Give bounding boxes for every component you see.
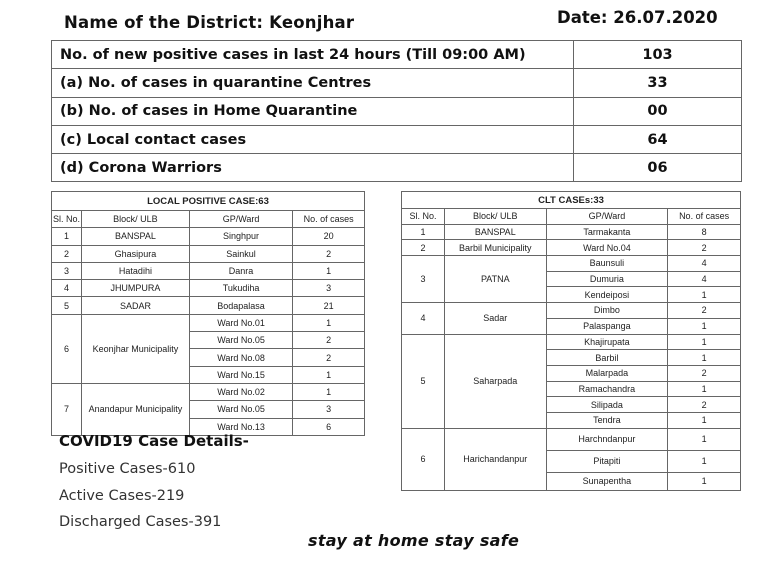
sl-no: 6 [52, 314, 82, 383]
summary-label: (c) Local contact cases [52, 125, 574, 153]
case-count: 2 [668, 303, 741, 319]
column-header: GP/Ward [189, 211, 292, 228]
case-count: 2 [293, 332, 365, 349]
case-count: 21 [293, 297, 365, 314]
case-count: 2 [668, 240, 741, 256]
block-ulb: SADAR [82, 297, 190, 314]
gp-ward: Ward No.02 [189, 383, 292, 400]
gp-ward: Tukudiha [189, 280, 292, 297]
column-header: Block/ ULB [82, 211, 190, 228]
clt-cases-table [401, 191, 741, 491]
positive-cases: Positive Cases-610 [59, 461, 196, 477]
sl-no: 1 [52, 228, 82, 245]
covid-case-details [59, 432, 249, 538]
case-count: 1 [668, 287, 741, 303]
table-row [52, 297, 365, 314]
column-header: No. of cases [293, 211, 365, 228]
block-ulb: Sadar [444, 303, 546, 334]
block-ulb: Hatadihi [82, 262, 190, 279]
gp-ward: Ward No.08 [189, 349, 292, 366]
gp-ward: Barbil [546, 350, 667, 366]
block-ulb: PATNA [444, 256, 546, 303]
table-row [52, 228, 365, 245]
case-count: 1 [293, 383, 365, 400]
column-header: GP/Ward [546, 209, 667, 225]
gp-ward: Dumuria [546, 271, 667, 287]
gp-ward: Ward No.15 [189, 366, 292, 383]
case-count: 1 [668, 350, 741, 366]
case-count: 1 [668, 472, 741, 490]
summary-row [52, 154, 742, 182]
sl-no: 2 [52, 245, 82, 262]
sl-no: 7 [52, 383, 82, 435]
table-row [402, 428, 741, 450]
case-count: 2 [668, 365, 741, 381]
case-count: 1 [668, 318, 741, 334]
district-title: Name of the District: Keonjhar [64, 13, 355, 32]
table-row [402, 240, 741, 256]
report-date: Date: 26.07.2020 [557, 8, 718, 27]
case-count: 4 [668, 256, 741, 272]
sl-no: 5 [52, 297, 82, 314]
gp-ward: Singhpur [189, 228, 292, 245]
gp-ward: Harchndanpur [546, 428, 667, 450]
local-table-header [52, 211, 365, 228]
summary-label: (d) Corona Warriors [52, 154, 574, 182]
block-ulb: JHUMPURA [82, 280, 190, 297]
gp-ward: Ramachandra [546, 381, 667, 397]
gp-ward: Tendra [546, 412, 667, 428]
sl-no: 3 [52, 262, 82, 279]
table-row [52, 245, 365, 262]
gp-ward: Danra [189, 262, 292, 279]
case-count: 1 [668, 334, 741, 350]
sl-no: 5 [402, 334, 445, 428]
block-ulb: Anandapur Municipality [82, 383, 190, 435]
gp-ward: Ward No.05 [189, 332, 292, 349]
sl-no: 6 [402, 428, 445, 490]
gp-ward: Kendeiposi [546, 287, 667, 303]
case-count: 6 [293, 418, 365, 435]
details-title: COVID19 Case Details- [59, 432, 249, 450]
active-cases: Active Cases-219 [59, 487, 185, 504]
block-ulb: BANSPAL [82, 228, 190, 245]
case-count: 1 [668, 428, 741, 450]
table-row [402, 303, 741, 319]
case-count: 2 [293, 349, 365, 366]
summary-value: 103 [574, 41, 742, 69]
clt-table-header [402, 209, 741, 225]
discharged-cases: Discharged Cases-391 [59, 514, 222, 530]
table-row [52, 262, 365, 279]
block-ulb: Ghasipura [82, 245, 190, 262]
case-count: 2 [668, 397, 741, 413]
gp-ward: Ward No.13 [189, 418, 292, 435]
gp-ward: Ward No.05 [189, 401, 292, 418]
case-count: 1 [668, 381, 741, 397]
gp-ward: Malarpada [546, 365, 667, 381]
table-row [402, 256, 741, 272]
column-header: Block/ ULB [444, 209, 546, 225]
summary-row [52, 41, 742, 69]
summary-label: (a) No. of cases in quarantine Centres [52, 69, 574, 97]
summary-table [51, 40, 742, 182]
column-header: Sl. No. [402, 209, 445, 225]
case-count: 1 [293, 314, 365, 331]
summary-row [52, 97, 742, 125]
summary-label: (b) No. of cases in Home Quarantine [52, 97, 574, 125]
gp-ward: Sunapentha [546, 472, 667, 490]
summary-row [52, 125, 742, 153]
sl-no: 3 [402, 256, 445, 303]
block-ulb: Barbil Municipality [444, 240, 546, 256]
gp-ward: Khajirupata [546, 334, 667, 350]
case-count: 1 [668, 450, 741, 472]
block-ulb: Harichandanpur [444, 428, 546, 490]
summary-value: 00 [574, 97, 742, 125]
case-count: 4 [668, 271, 741, 287]
block-ulb: Saharpada [444, 334, 546, 428]
gp-ward: Tarmakanta [546, 224, 667, 240]
gp-ward: Bodapalasa [189, 297, 292, 314]
gp-ward: Dimbo [546, 303, 667, 319]
gp-ward: Silipada [546, 397, 667, 413]
case-count: 8 [668, 224, 741, 240]
case-count: 1 [293, 366, 365, 383]
case-count: 3 [293, 401, 365, 418]
case-count: 1 [668, 412, 741, 428]
summary-value: 64 [574, 125, 742, 153]
summary-label: No. of new positive cases in last 24 hours (Till 09:00 AM) [52, 41, 574, 69]
gp-ward: Ward No.04 [546, 240, 667, 256]
case-count: 20 [293, 228, 365, 245]
case-count: 1 [293, 262, 365, 279]
gp-ward: Ward No.01 [189, 314, 292, 331]
summary-row [52, 69, 742, 97]
slogan: stay at home stay safe [308, 531, 520, 550]
case-count: 2 [293, 245, 365, 262]
sl-no: 2 [402, 240, 445, 256]
column-header: Sl. No. [52, 211, 82, 228]
column-header: No. of cases [668, 209, 741, 225]
table-row [402, 334, 741, 350]
gp-ward: Palaspanga [546, 318, 667, 334]
local-table-caption: LOCAL POSITIVE CASE:63 [52, 192, 365, 211]
local-positive-table [51, 191, 365, 436]
sl-no: 4 [402, 303, 445, 334]
clt-table-caption: CLT CASEs:33 [402, 192, 741, 209]
table-row [402, 224, 741, 240]
table-row [52, 383, 365, 400]
gp-ward: Baunsuli [546, 256, 667, 272]
sl-no: 4 [52, 280, 82, 297]
table-row [52, 280, 365, 297]
block-ulb: BANSPAL [444, 224, 546, 240]
gp-ward: Sainkul [189, 245, 292, 262]
summary-value: 06 [574, 154, 742, 182]
gp-ward: Pitapiti [546, 450, 667, 472]
summary-value: 33 [574, 69, 742, 97]
table-row [52, 314, 365, 331]
case-count: 3 [293, 280, 365, 297]
block-ulb: Keonjhar Municipality [82, 314, 190, 383]
sl-no: 1 [402, 224, 445, 240]
